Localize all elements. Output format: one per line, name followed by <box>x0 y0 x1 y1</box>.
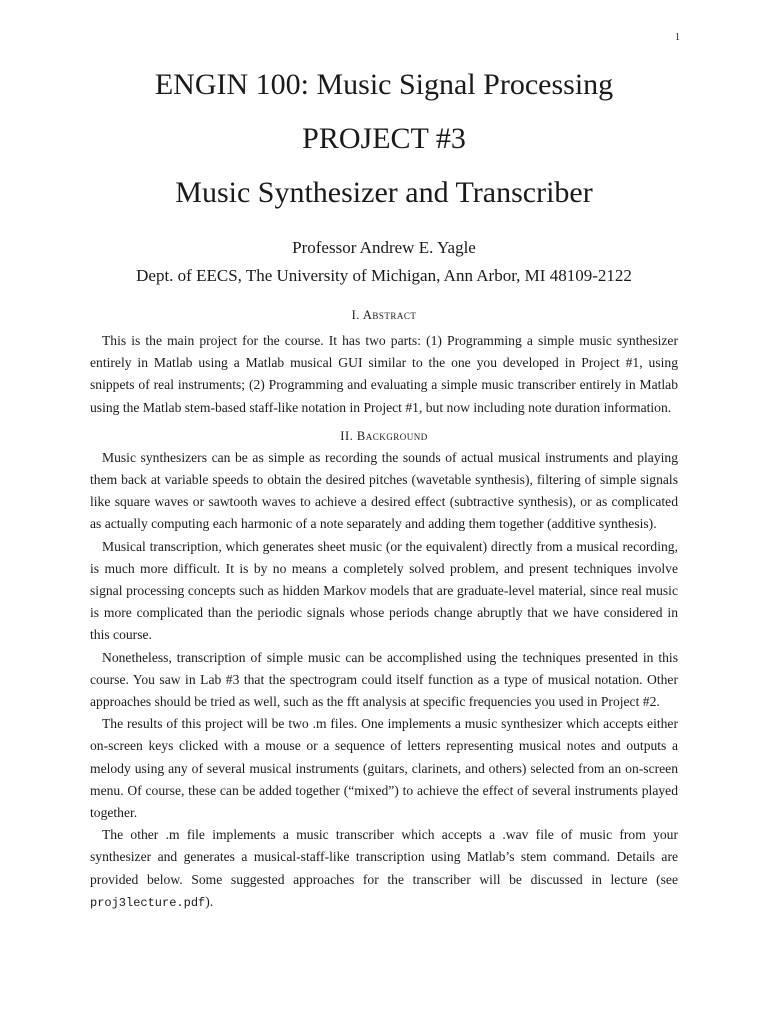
paragraph-5-text-start: The other .m file implements a music transcriber which accepts a .wav file of music from your synthesizer and generates a musical-staff-like transcription using Matlab’s stem command. Details are provided below. Some suggested approaches for the transcriber will be discussed in lecture (see <box>90 827 678 887</box>
background-paragraph-4: The results of this project will be two .m files. One implements a music synthesizer which accepts either on-screen keys clicked with a mouse or a sequence of letters representing musical notes and outputs a melody using any of several musical instruments (guitars, clarinets, and others) selected from an on-screen menu. Of course, these can be added together (“mixed”) to achieve the effect of several instruments played together. <box>90 716 678 821</box>
project-subtitle: Music Synthesizer and Transcriber <box>175 176 593 209</box>
background-paragraph-1: Music synthesizers can be as simple as recording the sounds of actual musical instruments and playing them back at variable speeds to obtain the desired pitches (wavetable synthesis), filtering of simple signals like square waves or sawtooth waves to achieve a desired effect (subtractive synthesis), or as complicated as actually computing each harmonic of a note separately and adding them together (additive synthesis). <box>90 449 678 532</box>
lecture-filename: proj3lecture.pdf <box>90 895 206 910</box>
affiliation: Dept. of EECS, The University of Michigan, Ann Arbor, MI 48109-2122 <box>136 266 632 285</box>
background-heading: II. Background <box>340 428 428 443</box>
page-number: 1 <box>675 32 680 43</box>
document-body <box>90 304 678 914</box>
author: Professor Andrew E. Yagle <box>292 238 476 257</box>
project-title: PROJECT #3 <box>302 122 466 155</box>
abstract-heading: I. Abstract <box>351 308 417 322</box>
course-title: ENGIN 100: Music Signal Processing <box>154 68 614 101</box>
abstract-paragraph: This is the main project for the course. It has two parts: (1) Programming a simple music synthesizer entirely in Matlab using a Matlab musical GUI similar to the one you developed in Project #1, using snippets of real instruments; (2) Programming and evaluating a simple music transcriber entirely in Matlab using the Matlab stem-based staff-like notation in Project #1, but now including note duration information. <box>90 333 678 415</box>
background-paragraph-5 <box>90 824 678 914</box>
paragraph-5-text-end: ). <box>205 893 214 909</box>
background-paragraph-2: Musical transcription, which generates sheet music (or the equivalent) directly from a musical recording, is much more difficult. It is by no means a completely solved problem, and present techniques involve signal processing concepts such as hidden Markov models that are graduate-level material, since real music is more complicated than the periodic signals whose periods change abruptly that we have considered in this course. <box>90 538 678 643</box>
background-paragraph-3: Nonetheless, transcription of simple music can be accomplished using the techniques presented in this course. You saw in Lab #3 that the spectrogram could itself function as a type of musical notation. Other approaches should be tried as well, such as the fft analysis at specific frequencies you used in Project #2. <box>90 649 678 710</box>
title-block <box>0 58 768 290</box>
